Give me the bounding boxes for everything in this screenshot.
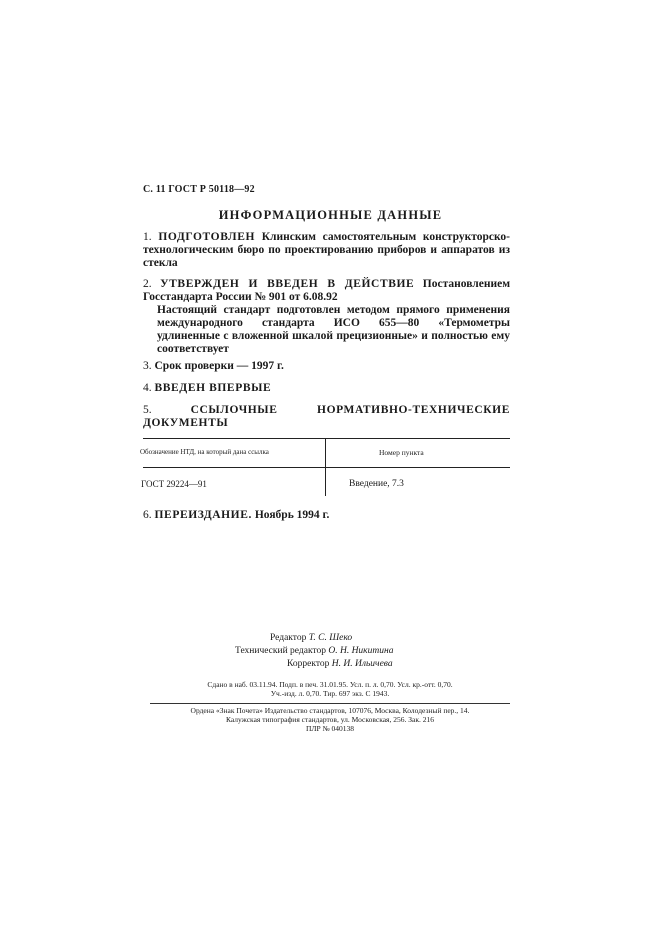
imprint-line: Калужская типография стандартов, ул. Московская, 256. Зак. 216 <box>225 715 434 724</box>
page-header: С. 11 ГОСТ Р 50118—92 <box>143 184 255 195</box>
column-divider <box>325 439 326 467</box>
imprint-line: Уч.-изд. л. 0,70. Тир. 697 экз. С 1943. <box>270 689 390 698</box>
header-designation: Обозначение НТД, на который дана ссылка <box>140 448 269 456</box>
info-item-6 <box>143 509 510 522</box>
item-lead: ПЕРЕИЗДАНИЕ. <box>154 509 252 521</box>
cell-designation: ГОСТ 29224—91 <box>141 479 207 489</box>
item-body: Ноябрь 1994 г. <box>254 509 330 521</box>
credit-role: Корректор <box>287 659 330 669</box>
item-number: 4. <box>143 382 152 394</box>
item-lead: УТВЕРЖДЕН И ВВЕДЕН В ДЕЙСТВИЕ <box>160 278 415 290</box>
header-clause: Номер пункта <box>379 448 424 457</box>
reference-table <box>140 438 510 500</box>
credit-proofreader <box>287 658 470 671</box>
info-item-3 <box>143 360 510 373</box>
cell-clause: Введение, 7.3 <box>349 479 404 489</box>
imprint-line: Сдано в наб. 03.11.94. Подп. в печ. 31.01.95. Усл. п. л. 0,70. Усл. кр.-отт. 0,70. <box>207 680 453 689</box>
credit-name: Н. И. Ильичева <box>331 659 393 669</box>
info-item-1 <box>143 231 510 270</box>
item-text: Срок проверки — 1997 г. <box>154 360 284 372</box>
item-number: 6. <box>143 509 152 521</box>
item-number: 1. <box>143 231 152 243</box>
section-title: ИНФОРМАЦИОННЫЕ ДАННЫЕ <box>218 208 443 222</box>
credit-editor <box>270 632 470 645</box>
info-item-4 <box>143 382 510 395</box>
column-divider <box>325 468 326 496</box>
item-number: 5. <box>143 404 152 416</box>
imprint-line: Ордена «Знак Почета» Издательство стандартов, 107076, Москва, Колодезный пер., 14. <box>190 706 470 715</box>
imprint-divider <box>150 703 510 704</box>
table-header <box>140 439 510 468</box>
item-number: 2. <box>143 278 152 290</box>
item-lead: ВВЕДЕН ВПЕРВЫЕ <box>154 382 272 394</box>
credit-name: Т. С. Шеко <box>308 633 353 643</box>
item-lead: ПОДГОТОВЛЕН <box>158 231 256 243</box>
item-lead: ССЫЛОЧНЫЕ НОРМАТИВНО-ТЕХНИЧЕСКИЕ ДОКУМЕНТЫ <box>143 404 510 429</box>
item-extra: Настоящий стандарт подготовлен методом прямого применения международного стандарта ИСО 655—80 «Термометры удлиненные с вложенной шкалой прецизионные» и полностью ему соответствует <box>157 304 510 355</box>
item-body: Постановлением Госстандарта России № 901 от 6.08.92 <box>143 278 511 303</box>
credit-role: Редактор <box>270 633 307 643</box>
credits-block <box>235 632 470 671</box>
item-number: 3. <box>143 360 152 372</box>
credit-tech-editor <box>235 645 470 658</box>
imprint-publisher <box>150 706 510 733</box>
table-row <box>143 468 510 500</box>
credit-name: О. Н. Никитина <box>328 646 394 656</box>
imprint-print-data <box>150 680 510 698</box>
credit-role: Технический редактор <box>235 646 326 656</box>
item-body: Клинским самостоятельным конструкторско-технологическим бюро по проектированию приборов и аппаратов из стекла <box>143 231 511 269</box>
info-item-5 <box>143 404 510 430</box>
info-item-2 <box>143 278 510 356</box>
imprint-line: ПЛР № 040138 <box>305 724 355 733</box>
